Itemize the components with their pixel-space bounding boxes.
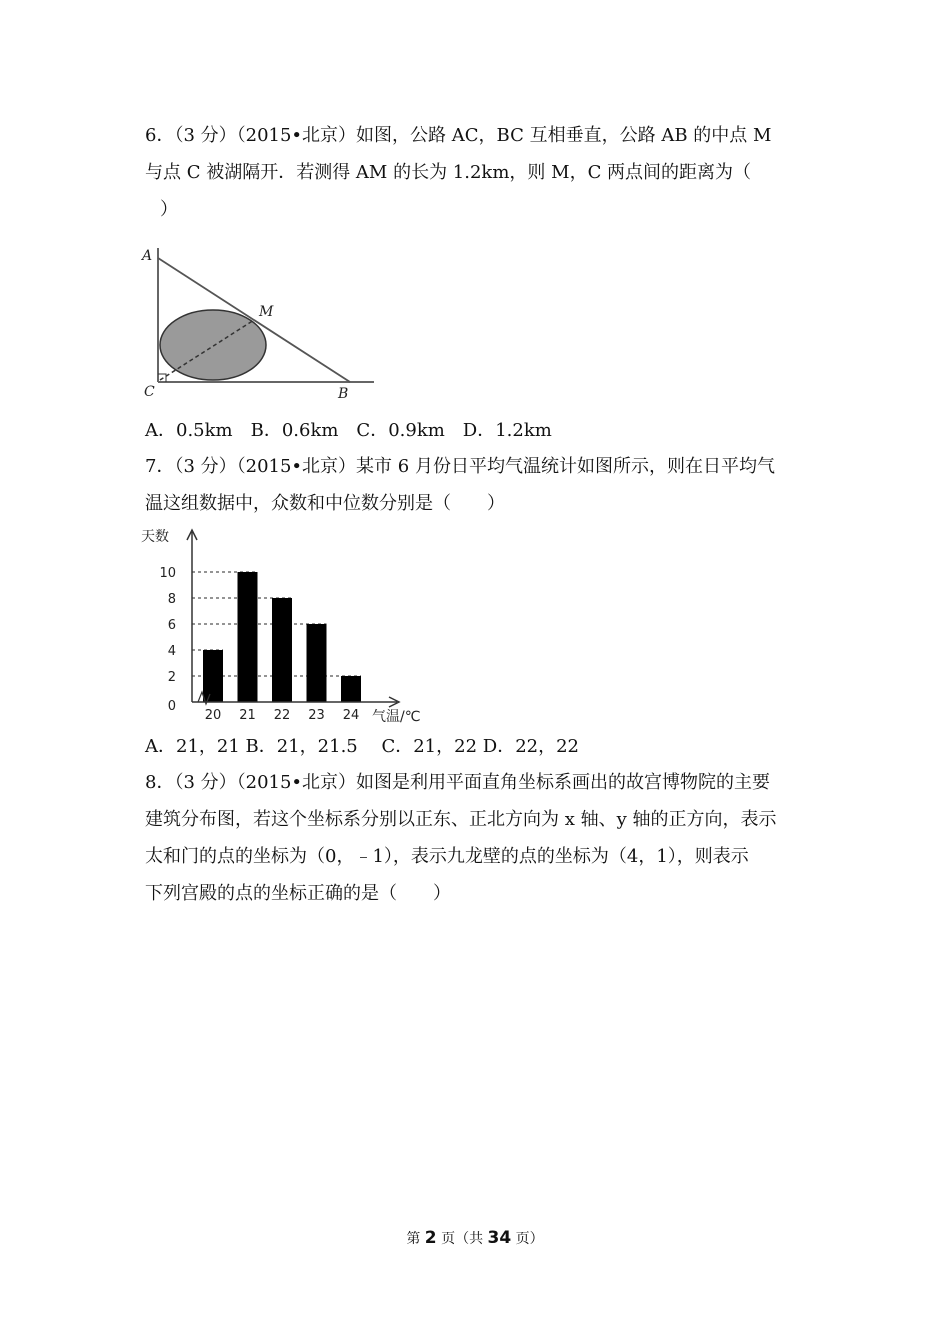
temperature-bar-chart xyxy=(135,522,440,727)
bar-23 xyxy=(307,624,327,702)
x-tick-23: 23 xyxy=(308,708,325,723)
q7-options: A．21，21 B．21，21.5 C．21，22 D．22，22 xyxy=(145,736,580,757)
q8-line-1: 8．（3 分）（2015•北京）如图是利用平面直角坐标系画出的故宫博物院的主要 xyxy=(145,772,771,793)
y-tick-6: 6 xyxy=(167,618,176,633)
q8-line-3: 太和门的点的坐标为（0，﹣1），表示九龙壁的点的坐标为（4，1），则表示 xyxy=(145,846,749,867)
y-tick-2: 2 xyxy=(167,670,176,685)
label-b: B xyxy=(338,386,349,402)
x-tick-24: 24 xyxy=(342,708,360,723)
y-tick-0: 0 xyxy=(167,699,176,714)
footer-prefix: 第 xyxy=(406,1231,425,1247)
page-footer xyxy=(0,1228,950,1248)
x-tick-21: 21 xyxy=(239,708,256,723)
footer-total-pages: 34 xyxy=(487,1228,512,1248)
q6-line-3: ） xyxy=(160,199,178,220)
bar-22 xyxy=(272,598,292,702)
bar-21 xyxy=(238,572,258,702)
bar-24 xyxy=(341,676,361,702)
x-tick-20: 20 xyxy=(204,708,222,723)
footer-suffix: 页） xyxy=(511,1231,544,1247)
q7-line-1: 7．（3 分）（2015•北京）某市 6 月份日平均气温统计如图所示，则在日平均气 xyxy=(145,456,775,477)
q6-options: A．0.5km B．0.6km C．0.9km D．1.2km xyxy=(145,420,552,441)
q8-line-2: 建筑分布图，若这个坐标系分别以正东、正北方向为 x 轴、y 轴的正方向，表示 xyxy=(145,809,777,830)
label-m: M xyxy=(259,304,274,320)
y-axis-label: 天数 xyxy=(141,529,169,545)
q6-line-2: 与点 C 被湖隔开．若测得 AM 的长为 1.2km，则 M，C 两点间的距离为（ xyxy=(145,162,752,183)
q8-line-4: 下列宫殿的点的坐标正确的是（ ） xyxy=(145,883,451,904)
y-tick-10: 10 xyxy=(159,566,176,581)
bar-20 xyxy=(203,650,223,702)
q6-line-1: 6．（3 分）（2015•北京）如图，公路 AC，BC 互相垂直，公路 AB 的中点 M xyxy=(145,125,772,146)
y-tick-4: 4 xyxy=(167,644,176,659)
label-a: A xyxy=(142,248,153,264)
footer-middle: 页（共 xyxy=(436,1231,488,1247)
y-tick-8: 8 xyxy=(167,592,176,607)
x-tick-22: 22 xyxy=(273,708,291,723)
lake xyxy=(160,310,266,380)
x-axis-label: 气温/℃ xyxy=(372,709,421,725)
footer-page-number: 2 xyxy=(424,1228,437,1248)
label-c: C xyxy=(144,384,155,400)
q6-triangle-figure xyxy=(138,240,383,405)
q7-line-2: 温这组数据中，众数和中位数分别是（ ） xyxy=(145,493,505,514)
